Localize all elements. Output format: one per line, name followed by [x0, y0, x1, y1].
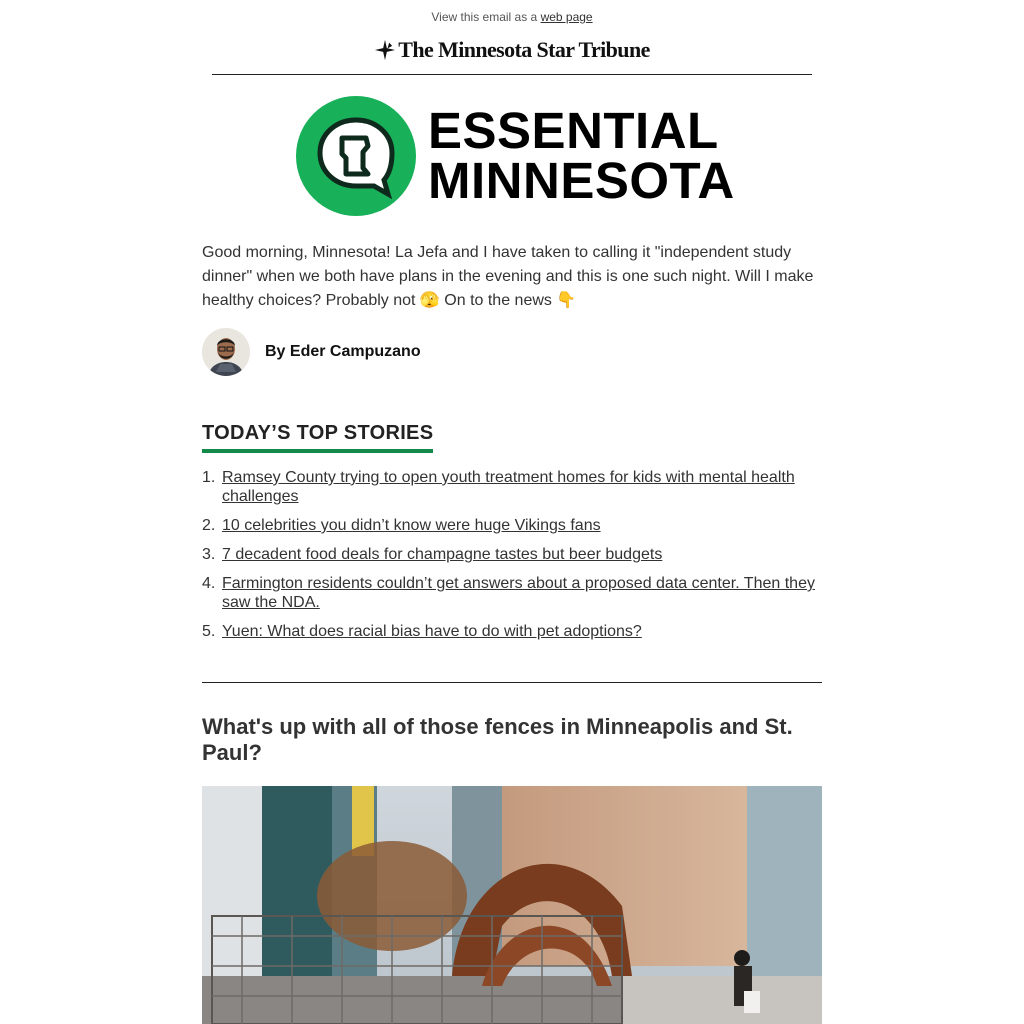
story-link[interactable]: Ramsey County trying to open youth treatment homes for kids with mental health challenges [222, 469, 795, 505]
masthead-logo: The Minnesota Star Tribune [398, 37, 650, 62]
minnesota-chat-bubble-icon [296, 96, 416, 216]
list-item [202, 545, 822, 564]
preheader [0, 10, 1024, 24]
north-star-icon [374, 39, 396, 61]
divider [212, 74, 812, 75]
feature-photo[interactable] [202, 786, 822, 1024]
author-photo [202, 328, 250, 376]
author-avatar [202, 328, 250, 376]
list-item [202, 516, 822, 535]
masthead[interactable] [0, 36, 1024, 64]
author-name: By Eder Campuzano [265, 343, 421, 360]
section-heading-top-stories: TODAY’S TOP STORIES [202, 422, 433, 453]
list-item [202, 468, 822, 506]
list-item-number: 3. [202, 546, 216, 563]
story-link[interactable]: 10 celebrities you didn’t know were huge Vikings fans [222, 517, 601, 534]
preheader-text: View this email as a [431, 10, 538, 24]
web-page-link[interactable]: web page [540, 10, 593, 24]
list-item-number: 4. [202, 575, 216, 592]
intro-paragraph: Good morning, Minnesota! La Jefa and I have taken to calling it "independent study dinner" when we both have plans in the evening and this is one such night. Will I make healthy choices? Probably not 🫣 On to the news 👇 [202, 244, 814, 309]
fenced-plaza-image [202, 786, 822, 1024]
list-item-number: 2. [202, 517, 216, 534]
newsletter-title-line2: MINNESOTA [428, 152, 735, 209]
list-item-number: 1. [202, 469, 216, 486]
story-link[interactable]: 7 decadent food deals for champagne tastes but beer budgets [222, 546, 663, 563]
list-item-number: 5. [202, 623, 216, 640]
list-item [202, 622, 822, 641]
newsletter-title [428, 102, 735, 209]
byline [202, 328, 421, 376]
divider [202, 682, 822, 683]
top-stories-list [202, 468, 822, 651]
story-link[interactable]: Yuen: What does racial bias have to do with pet adoptions? [222, 623, 642, 640]
list-item [202, 574, 822, 612]
story-link[interactable]: Farmington residents couldn’t get answers about a proposed data center. Then they saw the NDA. [222, 575, 815, 611]
newsletter-brand [296, 96, 735, 216]
feature-headline[interactable]: What's up with all of those fences in Minneapolis and St. Paul? [202, 714, 793, 765]
newsletter-title-line1: ESSENTIAL [428, 102, 719, 159]
